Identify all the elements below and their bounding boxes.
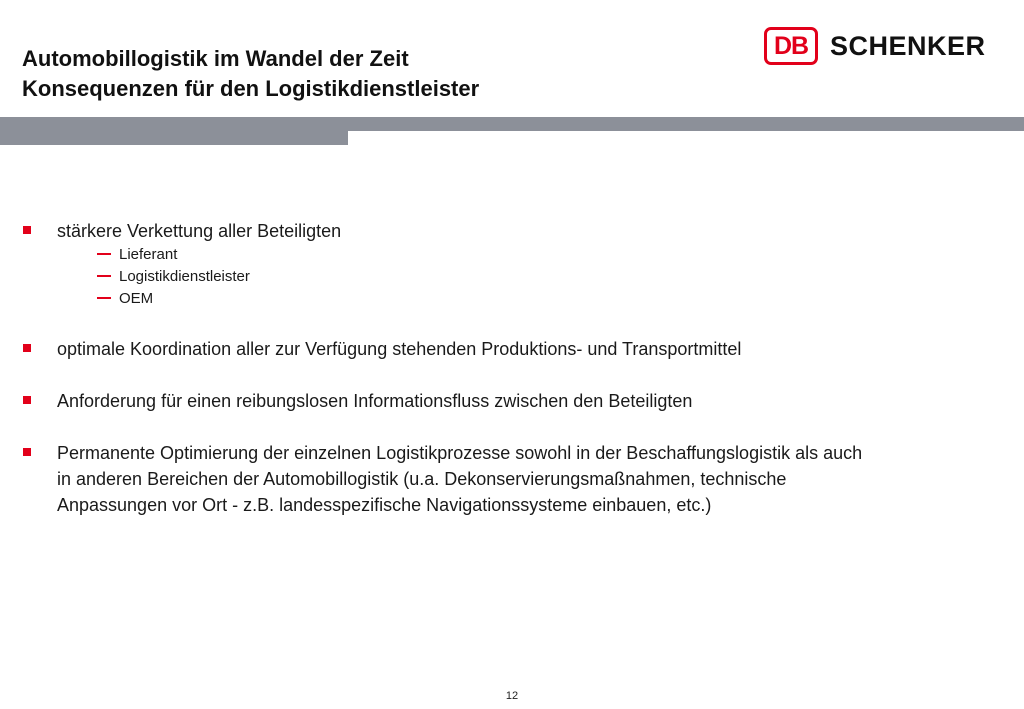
sub-bullet-text: Logistikdienstleister [119,268,250,285]
dash-icon [97,297,111,299]
slide-title [22,44,479,104]
bullet-text: Anforderung für einen reibungslosen Informationsfluss zwischen den Beteiligten [57,391,693,411]
sub-bullet-list [57,244,1007,310]
db-logo-mark [764,27,818,65]
dash-icon [97,253,111,255]
db-schenker-logo [764,26,986,66]
slide-title-line-1: Automobillogistik im Wandel der Zeit [22,46,409,71]
bullet-square-icon [23,448,31,456]
bullet-square-icon [23,396,31,404]
bullet-item [22,388,1007,414]
sub-bullet-item [97,244,1007,266]
bullet-square-icon [23,344,31,352]
bullet-item [22,440,1007,518]
bullet-text: stärkere Verkettung aller Beteiligten [57,221,342,241]
bullet-list [22,218,1007,518]
sub-bullet-item [97,266,1007,288]
header-divider-tab [0,117,348,145]
sub-bullet-item [97,288,1007,310]
schenker-wordmark: SCHENKER [830,30,986,61]
bullet-text: optimale Koordination aller zur Verfügung stehenden Produktions- und Transportmittel [57,339,742,359]
bullet-text-line: Permanente Optimierung der einzelnen Logistikprozesse sowohl in der Beschaffungslogistik als auch [57,443,863,463]
sub-bullet-text: Lieferant [119,246,178,263]
bullet-text [57,440,1007,518]
dash-icon [97,275,111,277]
page-number: 12 [505,690,519,702]
bullet-text-line: Anpassungen vor Ort - z.B. landesspezifische Navigationssysteme einbauen, etc.) [57,495,712,515]
bullet-text-line: in anderen Bereichen der Automobillogistik (u.a. Dekonservierungsmaßnahmen, technische [57,469,787,489]
bullet-item [22,336,1007,362]
slide-title-line-2: Konsequenzen für den Logistikdienstleister [22,76,480,101]
bullet-square-icon [23,226,31,234]
bullet-item [22,218,1007,310]
sub-bullet-text: OEM [119,290,154,307]
db-logo-text: DB [773,31,809,60]
